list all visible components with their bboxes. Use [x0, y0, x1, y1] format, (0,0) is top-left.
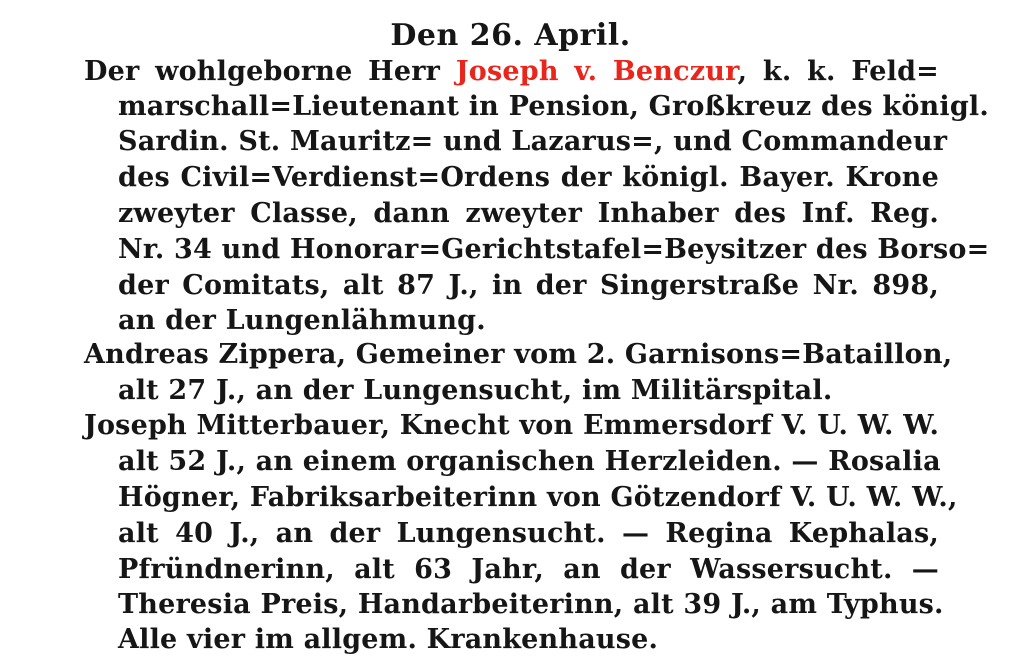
entry-3-line-6: Theresia Preis, Handarbeiterinn, alt 39 J., am Typhus. [118, 589, 944, 620]
entry-1-line-3: Sardin. St. Mauritz= und Lazarus=, und Commandeur [118, 126, 948, 157]
highlighted-name: Joseph v. Benczur [455, 56, 738, 87]
entry-1-line-7: der Comitats, alt 87 J., in der Singerstraße Nr. 898, [118, 270, 939, 301]
entry-1-prefix: Der wohlgeborne Herr [84, 56, 441, 87]
entry-1-line-8: an der Lungenlähmung. [118, 305, 486, 336]
entry-3-line-1: Joseph Mitterbauer, Knecht von Emmersdorf V. U. W. W. [84, 410, 940, 441]
entry-1-line-2: marschall=Lieutenant in Pension, Großkreuz des königl. [118, 91, 989, 122]
entry-1-line-5: zweyter Classe, dann zweyter Inhaber des Inf. Reg. [118, 198, 939, 229]
entry-1-line-1 [84, 54, 939, 90]
entry-2-line-1: Andreas Zippera, Gemeiner vom 2. Garnisons=Bataillon, [84, 339, 953, 370]
entry-1-line-6: Nr. 34 und Honorar=Gerichtstafel=Beysitzer des Borso= [118, 234, 990, 265]
entry-3-line-5: Pfründnerinn, alt 63 Jahr, an der Wassersucht. — [118, 554, 939, 585]
entry-3-line-2: alt 52 J., an einem organischen Herzleiden. — Rosalia [118, 446, 941, 477]
entry-3-line-4: alt 40 J., an der Lungensucht. — Regina Kephalas, [118, 518, 939, 549]
entry-1-suffix: , k. k. Feld= [737, 56, 939, 87]
entry-3-line-3: Högner, Fabriksarbeiterinn von Götzendorf V. U. W. W., [118, 482, 958, 513]
entry-1-line-4: des Civil=Verdienst=Ordens der königl. Bayer. Krone [118, 162, 939, 193]
entry-3-line-7: Alle vier im allgem. Krankenhause. [118, 624, 659, 655]
entry-2-line-2: alt 27 J., an der Lungensucht, im Militärspital. [118, 375, 833, 406]
date-heading: Den 26. April. [390, 18, 631, 53]
